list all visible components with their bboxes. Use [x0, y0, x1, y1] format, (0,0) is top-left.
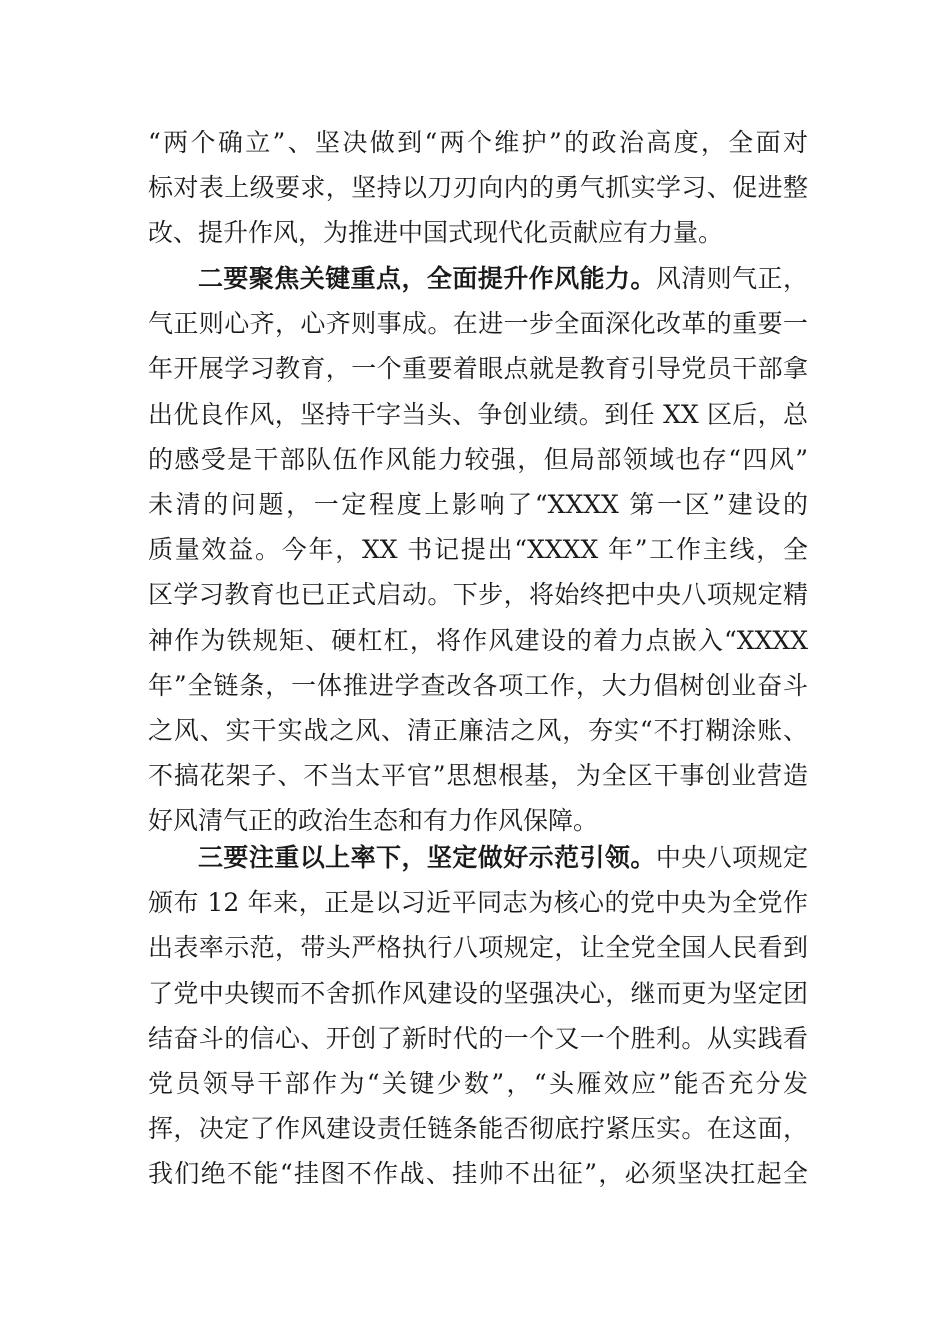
- text-line: 我们绝不能“挂图不作战、挂帅不出征”，必须坚决扛起全: [148, 1159, 808, 1189]
- paragraph-heading: 三要注重以上率下，坚定做好示范引领。: [198, 843, 656, 872]
- paragraph-3: [148, 835, 808, 1197]
- text-line: “两个确立”、坚决做到“两个维护”的政治高度，全面对: [148, 128, 808, 157]
- paragraph-text: 风清则气正，: [655, 264, 808, 293]
- text-line: 党员领导干部作为“关键少数”，“头雁效应”能否充分发: [148, 1068, 808, 1098]
- paragraph-text: 中央八项规定: [655, 843, 808, 872]
- text-line: 了党中央锲而不舍抓作风建设的坚强决心，继而更为坚定团: [148, 978, 808, 1008]
- text-line: 神作为铁规矩、硬杠杠，将作风建设的着力点嵌入“XXXX: [148, 625, 808, 655]
- text-line: 改、提升作风，为推进中国式现代化贡献应有力量。: [148, 218, 724, 248]
- text-line: 的感受是干部队伍作风能力较强，但局部领域也存“四风”: [148, 444, 808, 474]
- text-line: 颁布 12 年来，正是以习近平同志为核心的党中央为全党作: [148, 888, 808, 918]
- text-line: 气正则心齐，心齐则事成。在进一步全面深化改革的重要一: [148, 309, 808, 339]
- text-line: 出表率示范，带头严格执行八项规定，让全党全国人民看到: [148, 933, 808, 963]
- text-line: 年开展学习教育，一个重要着眼点就是教育引导党员干部拿: [148, 354, 808, 384]
- text-line: 好风清气正的政治生态和有力作风保障。: [148, 806, 599, 836]
- text-line: 标对表上级要求，坚持以刀刃向内的勇气抓实学习、促进整: [148, 173, 808, 203]
- paragraph-first-line: [148, 835, 808, 880]
- text-line: 出优良作风，坚持干字当头、争创业绩。到任 XX 区后，总: [148, 399, 808, 429]
- text-line: 未清的问题，一定程度上影响了“XXXX 第一区”建设的: [148, 489, 808, 519]
- paragraph-2: [148, 256, 808, 843]
- text-line: 不搞花架子、不当太平官”思想根基，为全区干事创业营造: [148, 761, 808, 791]
- text-line: 年”全链条，一体推进学查改各项工作，大力倡树创业奋斗: [148, 670, 808, 700]
- paragraph-1: [148, 120, 808, 256]
- text-line: 结奋斗的信心、开创了新时代的一个又一个胜利。从实践看: [148, 1023, 808, 1053]
- text-line: 区学习教育也已正式启动。下步，将始终把中央八项规定精: [148, 580, 808, 610]
- text-line: 质量效益。今年，XX 书记提出“XXXX 年”工作主线，全: [148, 535, 808, 565]
- text-line: 之风、实干实战之风、清正廉洁之风，夯实“不打糊涂账、: [148, 715, 808, 745]
- paragraph-first-line: [148, 256, 808, 301]
- paragraph-heading: 二要聚焦关键重点，全面提升作风能力。: [198, 264, 656, 293]
- text-line: 挥，决定了作风建设责任链条能否彻底拧紧压实。在这面，: [148, 1114, 808, 1144]
